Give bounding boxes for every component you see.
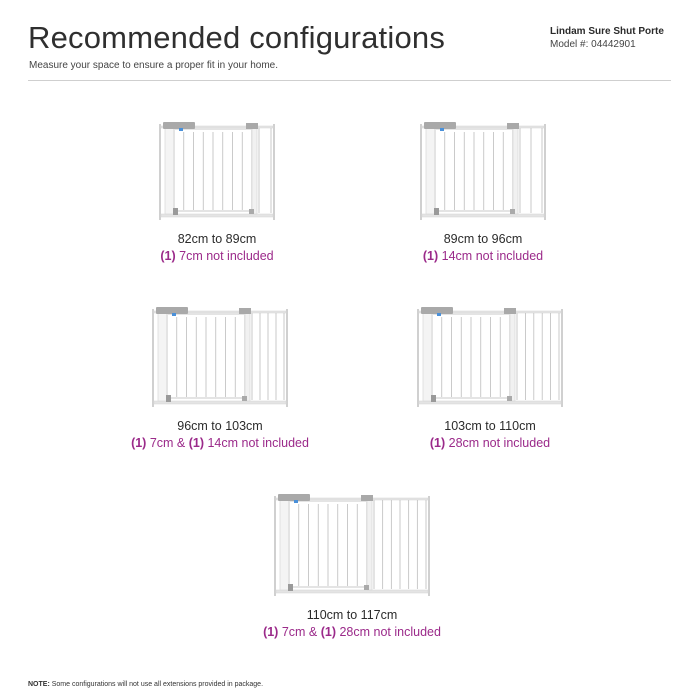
latch-post [252, 128, 257, 214]
config-card [107, 118, 327, 263]
note-text: Some configurations will not use all extensions provided in package. [49, 681, 264, 688]
config-card [110, 303, 330, 450]
model-line [550, 39, 680, 50]
mount-post [159, 124, 161, 220]
footnote [28, 681, 263, 688]
width-range: 89cm to 96cm [443, 232, 523, 246]
mount-post [420, 124, 422, 220]
latch-block [361, 495, 373, 501]
latch-block [507, 123, 519, 129]
bottom-hinge [434, 208, 439, 215]
latch-post [367, 500, 372, 590]
handle-block [424, 122, 456, 129]
width-range: 82cm to 89cm [177, 232, 257, 246]
page-title: Recommended configurations [28, 20, 446, 55]
config-card [380, 303, 600, 450]
hinge-post [426, 128, 435, 214]
extension-suffix: not included [202, 249, 274, 263]
width-range: 103cm to 110cm [444, 419, 536, 433]
bottom-rail [419, 401, 561, 404]
latch-block [239, 308, 251, 314]
gate-illustration [415, 303, 565, 411]
bottom-hinge [288, 584, 293, 591]
width-range: 110cm to 117cm [306, 608, 398, 622]
bottom-hinge [431, 395, 436, 402]
config-card [242, 490, 462, 639]
extension-qty: (1) [131, 436, 147, 450]
latch-indicator [440, 128, 444, 131]
gate-illustration [157, 118, 277, 224]
note-label: NOTE: [28, 681, 50, 688]
mount-post [428, 496, 430, 596]
extension-size: 14cm [204, 436, 239, 450]
extension-qty: (1) [422, 249, 439, 263]
page-subtitle: Measure your space to ensure a proper fit in your home. [29, 60, 279, 71]
extension-size: 7cm [175, 249, 203, 263]
extension-suffix: not included [238, 436, 309, 450]
extension-qty: (1) [160, 249, 176, 263]
extension-suffix: not included [472, 249, 544, 263]
handle-block [421, 307, 453, 314]
extension-qty: (1) [429, 436, 446, 450]
bottom-hinge [166, 395, 171, 402]
extensions-required [373, 249, 593, 263]
mount-post [274, 496, 276, 596]
model-number: 04442901 [591, 39, 636, 50]
bottom-rail [276, 590, 428, 593]
handle-block [278, 494, 310, 501]
extension-suffix: not included [370, 625, 441, 639]
bottom-rail [422, 214, 544, 217]
extensions-required [107, 249, 327, 263]
bottom-latch [242, 396, 247, 401]
product-info [550, 26, 680, 50]
gate-illustration [418, 118, 548, 224]
extensions-required [242, 625, 462, 639]
mount-post [544, 124, 546, 220]
bottom-hinge [173, 208, 178, 215]
extension-qty: (1) [263, 625, 279, 639]
model-label: Model #: [550, 39, 589, 50]
extension-size: 7cm & [278, 625, 321, 639]
mount-post [152, 309, 154, 407]
latch-block [504, 308, 516, 314]
gate-illustration [150, 303, 290, 411]
latch-post [513, 128, 518, 214]
extension-size: 7cm & [146, 436, 189, 450]
latch-post [245, 313, 250, 401]
mount-post [561, 309, 563, 407]
extension-size: 28cm [445, 436, 480, 450]
handle-block [163, 122, 195, 129]
extension-qty: (1) [188, 436, 204, 450]
hinge-post [158, 313, 167, 401]
bottom-rail [154, 401, 286, 404]
latch-indicator [172, 313, 176, 316]
product-name: Lindam Sure Shut Porte [550, 26, 664, 37]
bottom-latch [507, 396, 512, 401]
bottom-latch [364, 585, 369, 590]
bottom-latch [249, 209, 254, 214]
extension-suffix: not included [479, 436, 551, 450]
config-card [373, 118, 593, 263]
extension-size: 14cm [438, 249, 473, 263]
width-range: 96cm to 103cm [177, 419, 263, 433]
hinge-post [165, 128, 174, 214]
latch-post [510, 313, 515, 401]
header-divider [28, 80, 671, 81]
extension-qty: (1) [320, 625, 336, 639]
hinge-post [423, 313, 432, 401]
handle-block [156, 307, 188, 314]
extensions-required [110, 436, 330, 450]
mount-post [286, 309, 288, 407]
extensions-required [380, 436, 600, 450]
mount-post [417, 309, 419, 407]
latch-block [246, 123, 258, 129]
mount-post [273, 124, 275, 220]
latch-indicator [294, 500, 298, 503]
latch-indicator [437, 313, 441, 316]
hinge-post [280, 500, 289, 590]
gate-illustration [272, 490, 432, 600]
bottom-latch [510, 209, 515, 214]
latch-indicator [179, 128, 183, 131]
extension-size: 28cm [336, 625, 371, 639]
